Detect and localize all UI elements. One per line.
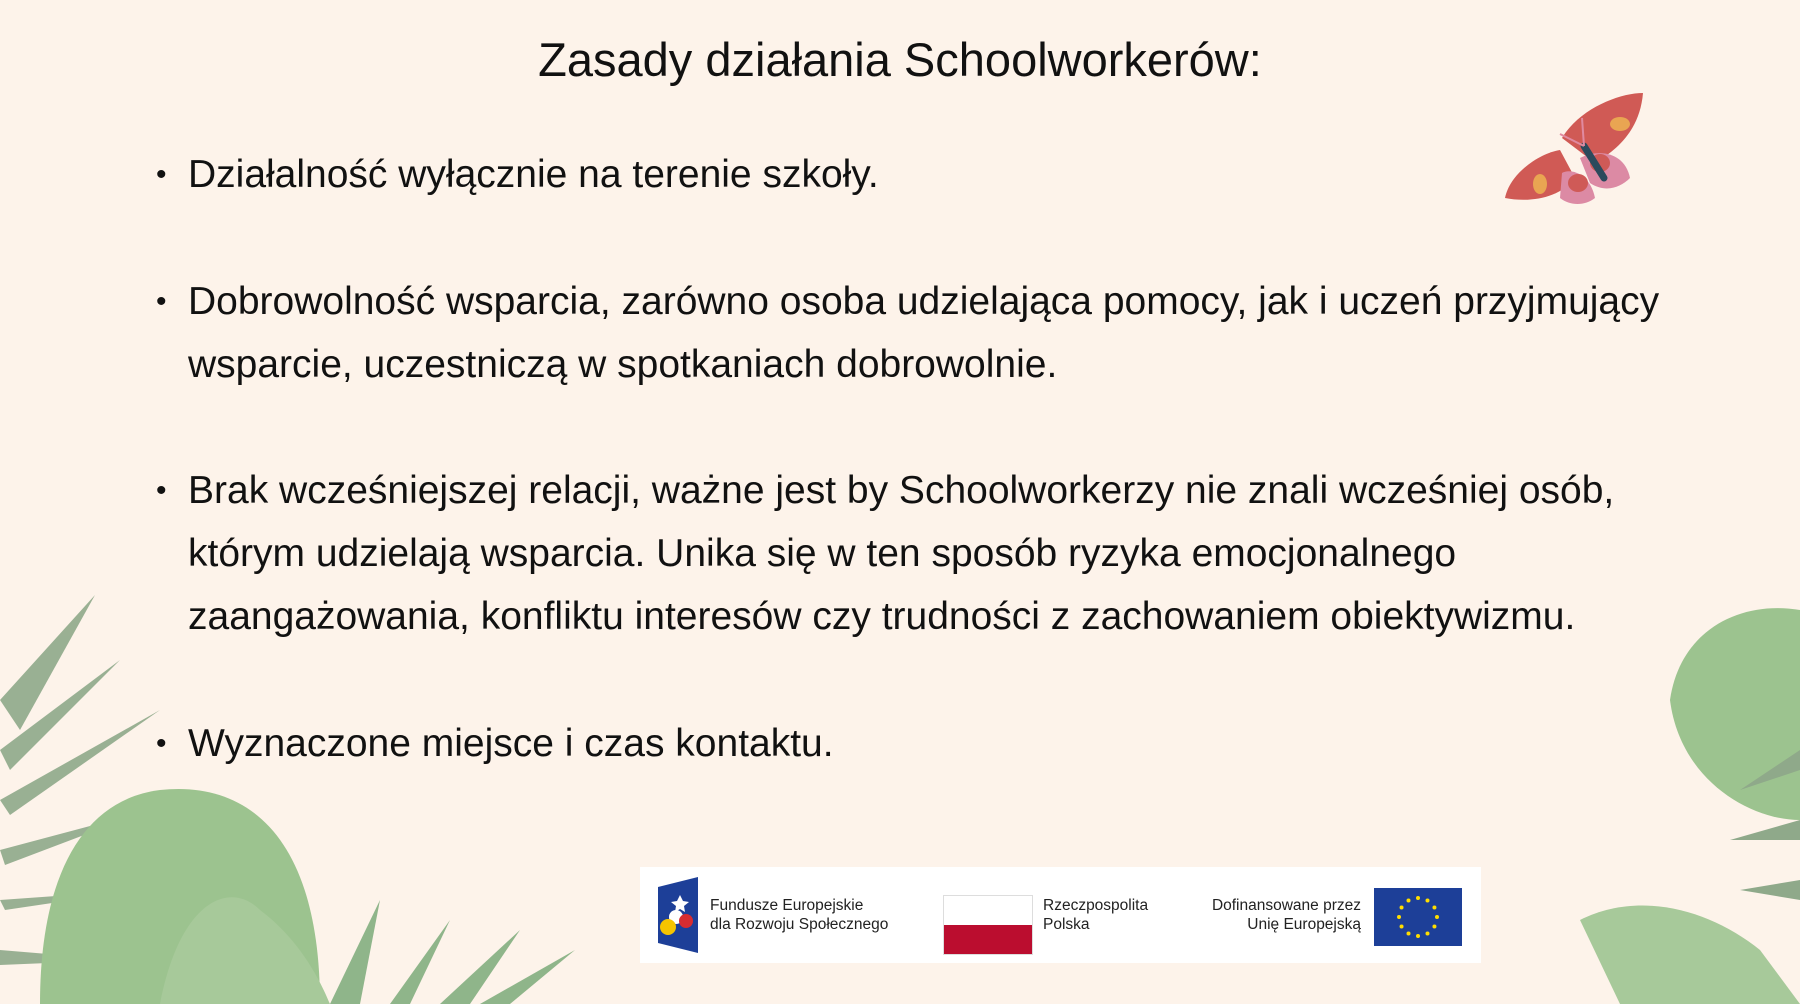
fundusze-europejskie-logo-icon — [658, 877, 698, 953]
eu-star-icon — [1435, 915, 1439, 919]
eu-star-icon — [1426, 931, 1430, 935]
eu-star-icon — [1432, 906, 1436, 910]
bullet-item: • Dobrowolność wsparcia, zarówno osoba udzielająca pomocy, jak i uczeń przyjmujący wsparcie, uczestniczą w spotkaniach dobrowolnie. — [188, 270, 1708, 396]
rp-text: Rzeczpospolita Polska — [1043, 897, 1149, 933]
bullet-item: • Wyznaczone miejsce i czas kontaktu. — [188, 712, 1708, 775]
eu-text: Dofinansowane przez Unię Europejską — [1211, 897, 1361, 933]
bullet-item: • Brak wcześniejszej relacji, ważne jest by Schoolworkerzy nie znali wcześniej osób, którym udzielają wsparcia. Unika się w ten sposób ryzyka emocjonalnego zaangażowania, konfliktu interesów czy trudności z zachowaniem obiektywizmu. — [188, 459, 1708, 648]
bullet-item: • Działalność wyłącznie na terenie szkoły. — [188, 143, 1708, 206]
eu-star-icon — [1400, 925, 1404, 929]
eu-star-icon — [1400, 906, 1404, 910]
palm-leaves-right-decoration — [1560, 590, 1800, 1004]
eu-star-icon — [1397, 915, 1401, 919]
eu-star-icon — [1416, 934, 1420, 938]
eu-star-icon — [1407, 931, 1411, 935]
slide-title: Zasady działania Schoolworkerów: — [538, 33, 1262, 86]
eu-star-icon — [1416, 896, 1420, 900]
eu-star-icon — [1432, 925, 1436, 929]
polish-flag-icon — [943, 895, 1033, 955]
eu-star-icon — [1407, 899, 1411, 903]
funding-logos-bar — [640, 867, 1481, 963]
eu-flag-icon — [1374, 888, 1462, 946]
fe-text: Fundusze Europejskie dla Rozwoju Społecznego — [710, 897, 889, 933]
eu-star-icon — [1426, 899, 1430, 903]
